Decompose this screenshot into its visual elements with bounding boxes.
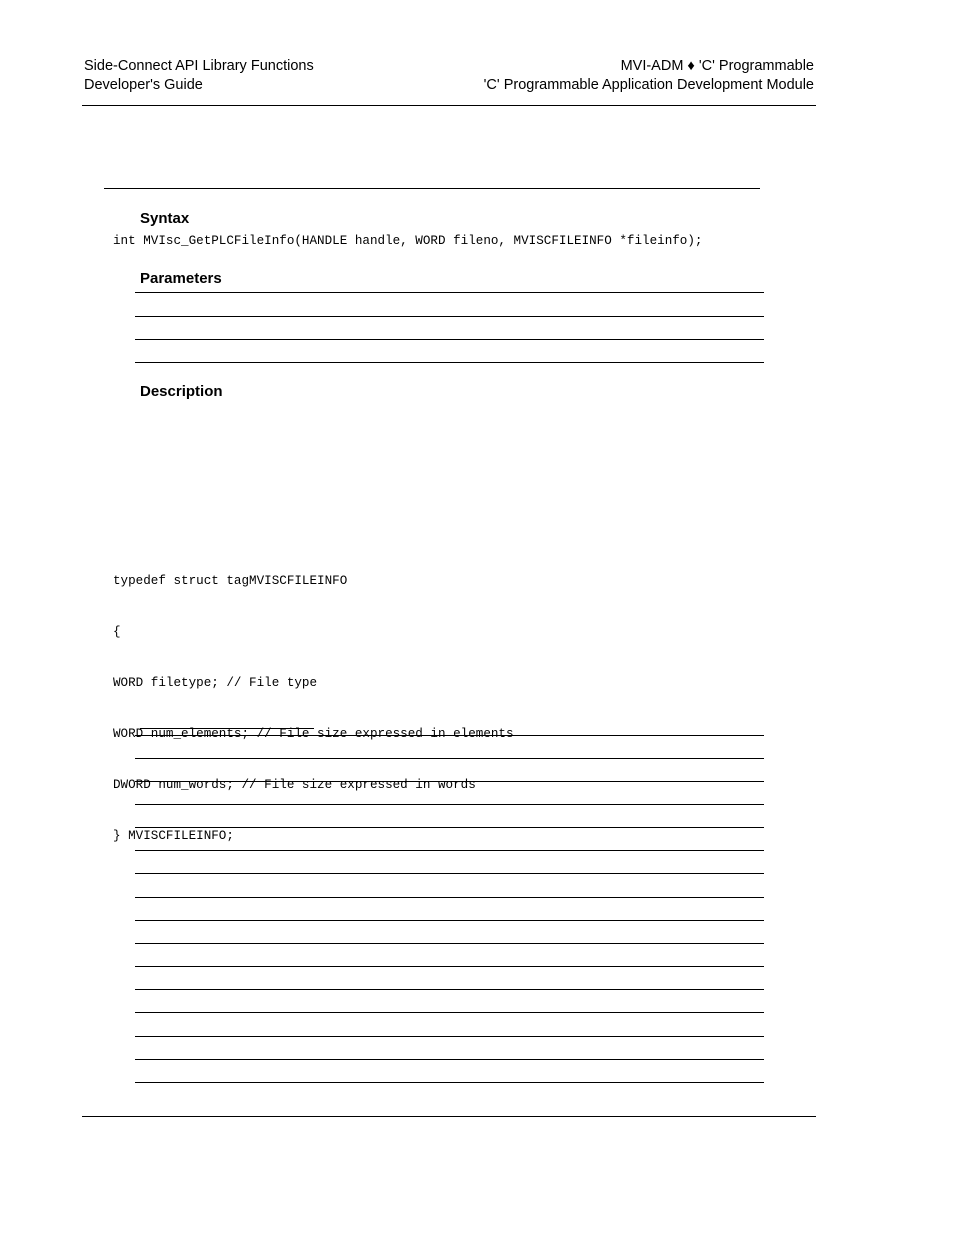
table-row-rule <box>135 1082 764 1083</box>
header-module-title: 'C' Programmable Application Development Module <box>483 77 814 93</box>
struct-code-line: WORD filetype; // File type <box>113 676 318 690</box>
table-row-rule <box>135 758 764 759</box>
table-row-rule <box>135 1036 764 1037</box>
struct-code-line: typedef struct tagMVISCFILEINFO <box>113 574 348 588</box>
syntax-code: int MVIsc_GetPLCFileInfo(HANDLE handle, WORD fileno, MVISCFILEINFO *fileinfo); <box>113 234 703 248</box>
table-row-rule <box>135 827 764 828</box>
table-row-rule <box>135 850 764 851</box>
table-row-rule <box>135 1059 764 1060</box>
table-row-rule <box>135 873 764 874</box>
table-row-rule <box>135 735 764 736</box>
table-row-rule <box>135 1012 764 1013</box>
footer-rule <box>82 1116 816 1117</box>
struct-code-block <box>113 539 514 862</box>
header-left <box>84 57 314 95</box>
struct-code-line: { <box>113 625 121 639</box>
parameters-heading: Parameters <box>140 270 222 287</box>
header-rule <box>82 105 816 106</box>
table-row-rule <box>135 943 764 944</box>
header-guide-title: Developer's Guide <box>84 77 203 93</box>
table-row-rule <box>135 781 764 782</box>
struct-code-line: DWORD num_words; // File size expressed in words <box>113 778 476 792</box>
table-row-rule <box>135 897 764 898</box>
parameters-table-rule <box>135 339 764 340</box>
struct-code-line: } MVISCFILEINFO; <box>113 829 234 843</box>
table-row-rule <box>135 920 764 921</box>
parameters-table-rule <box>135 362 764 363</box>
syntax-heading: Syntax <box>140 210 190 227</box>
parameters-table-rule <box>135 316 764 317</box>
table-row-rule <box>135 966 764 967</box>
parameters-table-rule <box>135 292 764 293</box>
header-right <box>484 57 814 95</box>
function-separator-rule <box>104 188 760 189</box>
header-product-title: MVI-ADM ♦ 'C' Programmable <box>620 58 814 74</box>
struct-code-line: WORD num_elements; // File size expressed in elements <box>113 727 514 741</box>
table-row-rule <box>135 989 764 990</box>
table-row-rule <box>135 804 764 805</box>
description-heading: Description <box>140 383 223 400</box>
table-heading-underline <box>140 728 314 729</box>
header-library-title: Side-Connect API Library Functions <box>84 58 314 74</box>
